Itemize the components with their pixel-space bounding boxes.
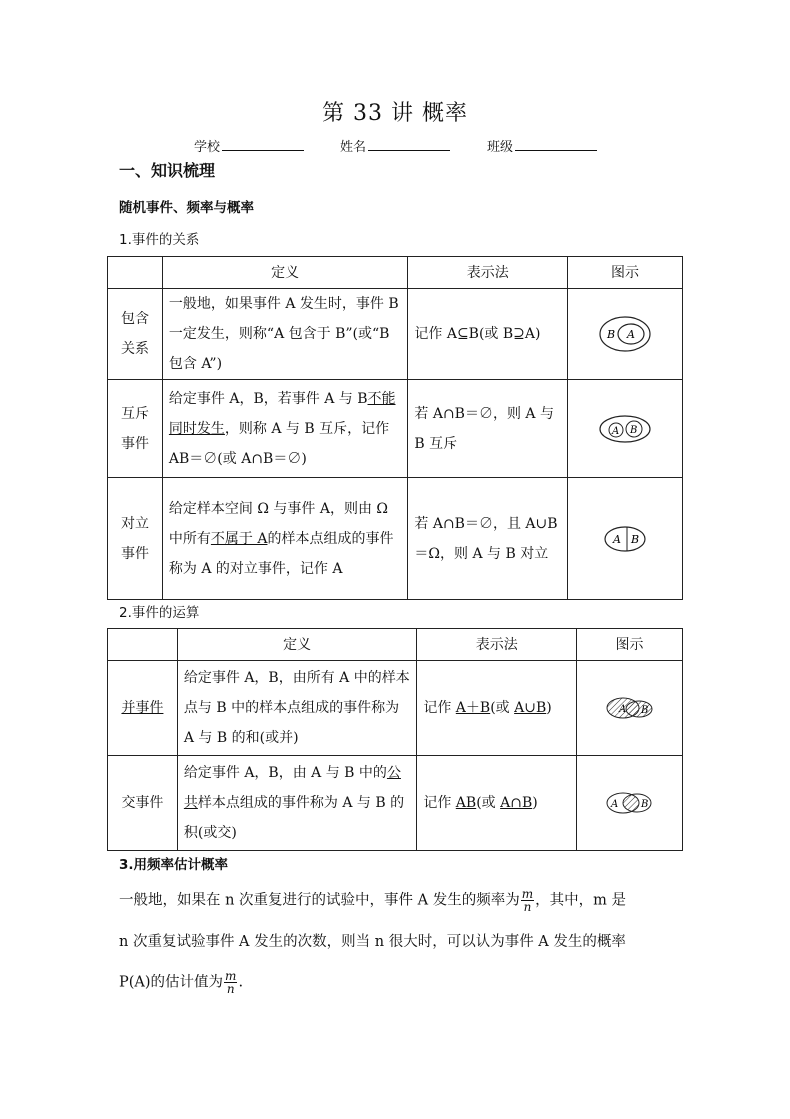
definition-cell: 给定事件 A，B，若事件 A 与 B不能同时发生，则称 A 与 B 互斥，记作 AB＝∅(或 A∩B＝∅)	[162, 380, 407, 478]
diagram-label-a: A	[612, 425, 620, 437]
row-label-complement: 对立 事件	[108, 478, 163, 600]
row-label-exclusive: 互斥 事件	[108, 380, 163, 478]
section-heading: 一、知识梳理	[119, 161, 216, 180]
event-operations-table	[107, 628, 683, 851]
diagram-label-b: B	[630, 424, 638, 436]
diagram-label-a: A	[613, 532, 621, 546]
definition-cell: 给定事件 A，B，由所有 A 中的样本点与 B 中的样本点组成的事件称为 A 与 B 的和(或并)	[177, 661, 416, 756]
notation-cell: 若 A∩B＝∅，且 A∪B＝Ω，则 A 与 B 对立	[408, 478, 568, 600]
header-empty	[108, 629, 178, 661]
header-notation: 表示法	[417, 629, 577, 661]
header-definition: 定义	[162, 257, 407, 289]
diagram-label-b: B	[631, 532, 640, 546]
frequency-paragraph-line3: P(A)的估计值为 $\frac{m}{n}$ .	[119, 969, 244, 996]
diagram-label-b: B	[640, 705, 648, 716]
name-blank	[368, 150, 450, 151]
exclusive-diagram	[568, 380, 683, 478]
part1-heading: 1.事件的关系	[119, 232, 200, 248]
part2-heading: 2.事件的运算	[119, 605, 200, 621]
diagram-label-a: A	[627, 328, 635, 341]
intersection-diagram	[577, 756, 683, 851]
event-relations-table	[107, 256, 683, 600]
class-label: 班级	[487, 140, 514, 155]
row-label-inclusion: 包含 关系	[108, 289, 163, 380]
table-row	[108, 661, 683, 756]
name-label: 姓名	[340, 140, 367, 155]
definition-cell: 一般地，如果事件 A 发生时，事件 B 一定发生，则称“A 包含于 B”(或“B 包含 A”)	[162, 289, 407, 380]
frequency-paragraph-line1: 一般地，如果在 n 次重复进行的试验中，事件 A 发生的频率为 $\frac{m}{n}$ ，其中，m 是	[119, 887, 626, 914]
diagram-label-a: A	[618, 704, 626, 715]
notation-cell: 记作 A＋B(或 A∪B)	[417, 661, 577, 756]
school-label: 学校	[194, 140, 221, 155]
header-diagram: 图示	[577, 629, 683, 661]
header-empty	[108, 257, 163, 289]
page-title: 第 33 讲 概率	[322, 101, 468, 126]
frequency-paragraph-line2: n 次重复试验事件 A 发生的次数，则当 n 很大时，可以认为事件 A 发生的概率	[119, 934, 626, 950]
header-definition: 定义	[177, 629, 416, 661]
notation-cell: 记作 AB(或 A∩B)	[417, 756, 577, 851]
row-label-intersection: 交事件	[108, 756, 178, 851]
diagram-label-b: B	[607, 328, 616, 341]
diagram-label-a: A	[610, 799, 618, 810]
union-diagram	[577, 661, 683, 756]
complement-diagram	[568, 478, 683, 600]
header-diagram: 图示	[568, 257, 683, 289]
table-row	[108, 478, 683, 600]
inclusion-diagram	[568, 289, 683, 380]
school-blank	[222, 150, 304, 151]
table-row	[108, 289, 683, 380]
class-blank	[515, 150, 597, 151]
definition-cell: 给定事件 A，B，由 A 与 B 中的公共样本点组成的事件称为 A 与 B 的积(或交)	[177, 756, 416, 851]
fraction-m-over-n: $\frac{m}{n}$	[225, 969, 237, 996]
header-notation: 表示法	[408, 257, 568, 289]
notation-cell: 若 A∩B＝∅，则 A 与 B 互斥	[408, 380, 568, 478]
row-label-union: 并事件	[108, 661, 178, 756]
fraction-m-over-n: $\frac{m}{n}$	[521, 887, 534, 914]
diagram-label-b: B	[640, 799, 648, 810]
definition-cell: 给定样本空间 Ω 与事件 A，则由 Ω 中所有不属于 A的样本点组成的事件称为 A 的对立事件，记作 A	[162, 478, 407, 600]
table-row	[108, 380, 683, 478]
subsection-heading: 随机事件、频率与概率	[119, 200, 254, 216]
table-row	[108, 756, 683, 851]
notation-cell: 记作 A⊆B(或 B⊇A)	[408, 289, 568, 380]
part3-heading: 3.用频率估计概率	[119, 857, 229, 873]
